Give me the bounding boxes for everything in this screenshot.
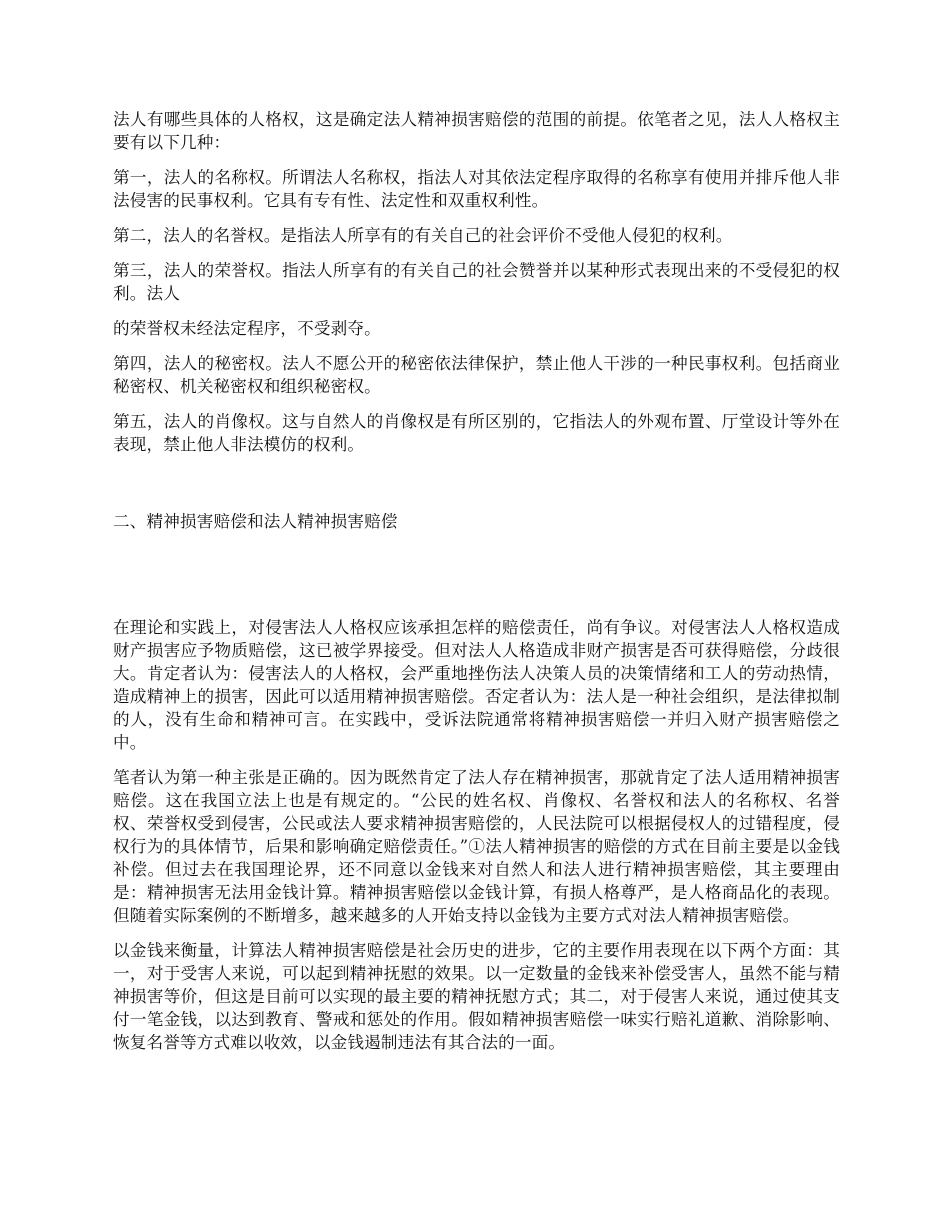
section-heading: 二、精神损害赔偿和法人精神损害赔偿 [113,512,398,531]
paragraph-author-view: 笔者认为第一种主张是正确的。因为既然肯定了法人存在精神损害，那就肯定了法人适用精神损害赔偿。这在我国立法上也是有规定的。“公民的姓名权、肖像权、名誉权和法人的名称权、名誉权、荣誉权受到侵害，公民或法人要求精神损害赔偿的，人民法院可以根据侵权人的过错程度，侵权行为的具体情节，后果和影响确定赔偿责任。”①法人精神损害的赔偿的方式在目前主要是以金钱补偿。但过去在我国理论界，还不同意以金钱来对自然人和法人进行精神损害赔偿，其主要理由是：精神损害无法用金钱计算。精神损害赔偿以金钱计算，有损人格尊严，是人格商品化的表现。但随着实际案例的不断增多，越来越多的人开始支持以金钱为主要方式对法人精神损害赔偿。 [113,768,840,925]
document-page [113,108,840,1054]
paragraph-honor-right-continued: 的荣誉权未经法定程序，不受剥夺。 [113,319,381,338]
paragraph-honor-right: 第三，法人的荣誉权。指法人所享有的有关自己的社会赞誉并以某种形式表现出来的不受侵犯的权利。法人 [113,261,840,303]
paragraph-name-right: 第一，法人的名称权。所谓法人名称权，指法人对其依法定程序取得的名称享有使用并排斥他人非法侵害的民事权利。它具有专有性、法定性和双重权利性。 [113,168,840,210]
paragraph-monetary-compensation: 以金钱来衡量，计算法人精神损害赔偿是社会历史的进步，它的主要作用表现在以下两个方面：其一，对于受害人来说，可以起到精神抚慰的效果。以一定数量的金钱来补偿受害人，虽然不能与精神损害等价，但这是目前可以实现的最主要的精神抚慰方式；其二，对于侵害人来说，通过使其支付一笔金钱，以达到教育、警戒和惩处的作用。假如精神损害赔偿一味实行赔礼道歉、消除影响、恢复名誉等方式难以收效，以金钱遏制违法有其合法的一面。 [113,941,840,1052]
paragraph-theory-practice: 在理论和实践上，对侵害法人人格权应该承担怎样的赔偿责任，尚有争议。对侵害法人人格权造成财产损害应予物质赔偿，这已被学界接受。但对法人人格造成非财产损害是否可获得赔偿，分歧很大。肯定者认为：侵害法人的人格权，会严重地挫伤法人决策人员的决策情绪和工人的劳动热情，造成精神上的损害，因此可以适用精神损害赔偿。否定者认为：法人是一种社会组织，是法律拟制的人，没有生命和精神可言。在实践中，受诉法院通常将精神损害赔偿一并归入财产损害赔偿之中。 [113,618,840,752]
paragraph-secret-right: 第四，法人的秘密权。法人不愿公开的秘密依法律保护，禁止他人干涉的一种民事权利。包括商业秘密权、机关秘密权和组织秘密权。 [113,354,840,396]
paragraph-portrait-right: 第五，法人的肖像权。这与自然人的肖像权是有所区别的，它指法人的外观布置、厅堂设计等外在表现，禁止他人非法模仿的权利。 [113,412,840,454]
paragraph-intro: 法人有哪些具体的人格权，这是确定法人精神损害赔偿的范围的前提。依笔者之见，法人人格权主要有以下几种： [113,110,840,152]
paragraph-reputation-right: 第二，法人的名誉权。是指法人所享有的有关自己的社会评价不受他人侵犯的权利。 [113,226,733,245]
